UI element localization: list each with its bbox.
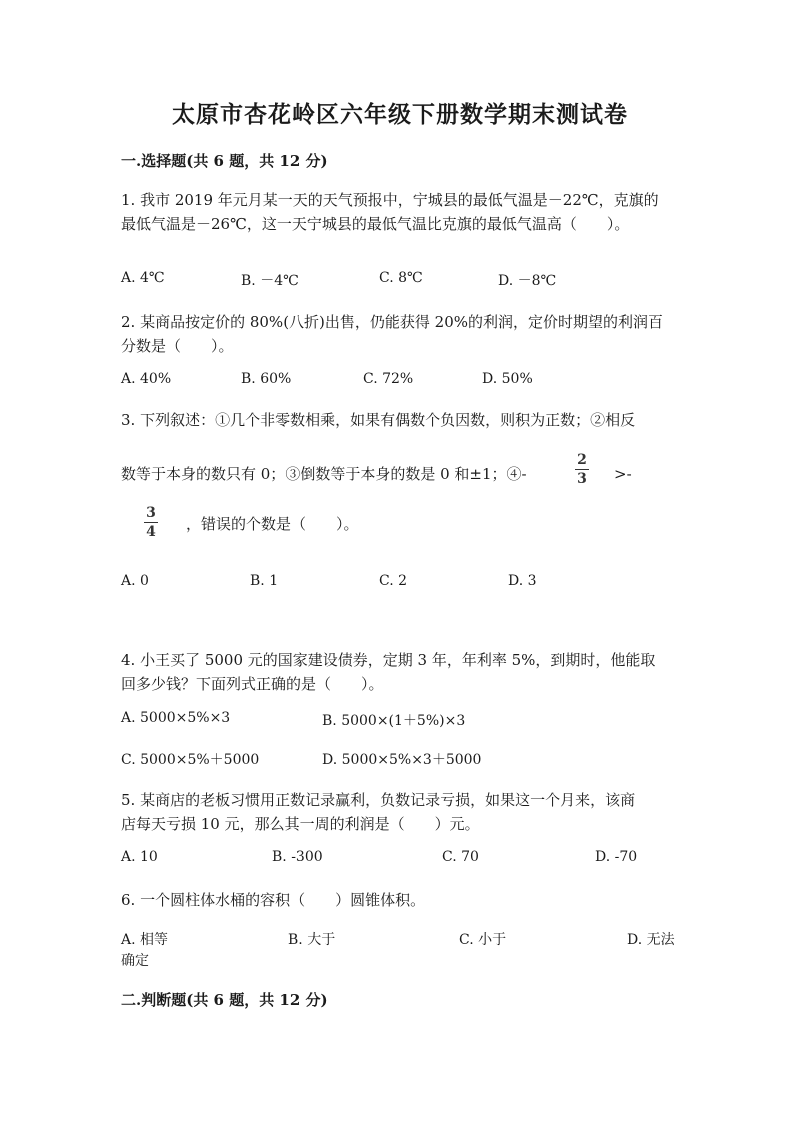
fraction-denominator: 3 xyxy=(577,471,587,487)
question-1-line-1: 1. 我市 2019 年元月某一天的天气预报中，宁城县的最低气温是－22℃，克旗的 xyxy=(121,191,659,209)
question-6-option-b: B. 大于 xyxy=(288,932,336,948)
question-3-line-1: 3. 下列叙述：①几个非零数相乘，如果有偶数个负因数，则积为正数；②相反 xyxy=(121,411,636,429)
question-5-option-b: B. -300 xyxy=(272,849,323,865)
question-2-option-d: D. 50% xyxy=(482,371,533,387)
question-3-greater-than: >- xyxy=(614,465,632,483)
question-4-line-1: 4. 小王买了 5000 元的国家建设债券，定期 3 年，年利率 5%，到期时，他能取 xyxy=(121,651,656,669)
fraction-two-thirds xyxy=(575,452,589,487)
question-3-option-d: D. 3 xyxy=(508,573,537,589)
page-title: 太原市杏花岭区六年级下册数学期末测试卷 xyxy=(172,101,628,128)
question-3-line-3: ，错误的个数是（ ）。 xyxy=(186,515,359,533)
question-5-option-a: A. 10 xyxy=(121,849,158,865)
question-1-option-b: B. －4℃ xyxy=(241,273,299,289)
section-heading-judgment: 二.判断题(共 6 题，共 12 分) xyxy=(121,991,328,1009)
question-4-option-b: B. 5000×(1＋5%)×3 xyxy=(322,713,466,729)
question-1-option-c: C. 8℃ xyxy=(379,270,423,286)
fraction-numerator: 3 xyxy=(146,505,156,521)
question-4-option-c: C. 5000×5%＋5000 xyxy=(121,752,260,768)
question-4-option-a: A. 5000×5%×3 xyxy=(121,710,231,726)
question-5-option-d: D. -70 xyxy=(595,849,638,865)
question-1-line-2: 最低气温是－26℃，这一天宁城县的最低气温比克旗的最低气温高（ ）。 xyxy=(121,215,630,233)
question-1-option-d: D. －8℃ xyxy=(498,273,557,289)
question-5-line-1: 5. 某商店的老板习惯用正数记录赢利，负数记录亏损，如果这一个月来，该商 xyxy=(121,791,636,809)
fraction-bar xyxy=(144,522,158,523)
section-heading-choice: 一.选择题(共 6 题，共 12 分) xyxy=(121,152,328,170)
question-3-line-2: 数等于本身的数只有 0；③倒数等于本身的数是 0 和±1；④- xyxy=(121,465,527,483)
fraction-three-quarters xyxy=(144,505,158,540)
question-2-option-b: B. 60% xyxy=(241,371,292,387)
question-1-option-a: A. 4℃ xyxy=(121,270,165,286)
question-3-option-a: A. 0 xyxy=(121,573,149,589)
question-2-option-c: C. 72% xyxy=(363,371,414,387)
question-2-option-a: A. 40% xyxy=(121,371,172,387)
question-5-line-2: 店每天亏损 10 元，那么其一周的利润是（ ）元。 xyxy=(121,815,480,833)
question-6-line-1: 6. 一个圆柱体水桶的容积（ ）圆锥体积。 xyxy=(121,891,426,909)
question-2-line-1: 2. 某商品按定价的 80%(八折)出售，仍能获得 20%的利润，定价时期望的利润百 xyxy=(121,313,664,331)
question-6-option-d: D. 无法 xyxy=(627,932,675,948)
question-4-option-d: D. 5000×5%×3＋5000 xyxy=(322,752,482,768)
fraction-bar xyxy=(575,469,589,470)
fraction-numerator: 2 xyxy=(577,452,587,468)
question-3-option-b: B. 1 xyxy=(250,573,279,589)
question-2-line-2: 分数是（ ）。 xyxy=(121,337,234,355)
question-6-option-a: A. 相等 xyxy=(121,932,169,948)
question-6-option-d-wrap: 确定 xyxy=(121,953,149,969)
question-5-option-c: C. 70 xyxy=(442,849,479,865)
question-6-option-c: C. 小于 xyxy=(459,932,507,948)
question-3-option-c: C. 2 xyxy=(379,573,408,589)
fraction-denominator: 4 xyxy=(146,524,156,540)
question-4-line-2: 回多少钱？下面列式正确的是（ ）。 xyxy=(121,675,384,693)
